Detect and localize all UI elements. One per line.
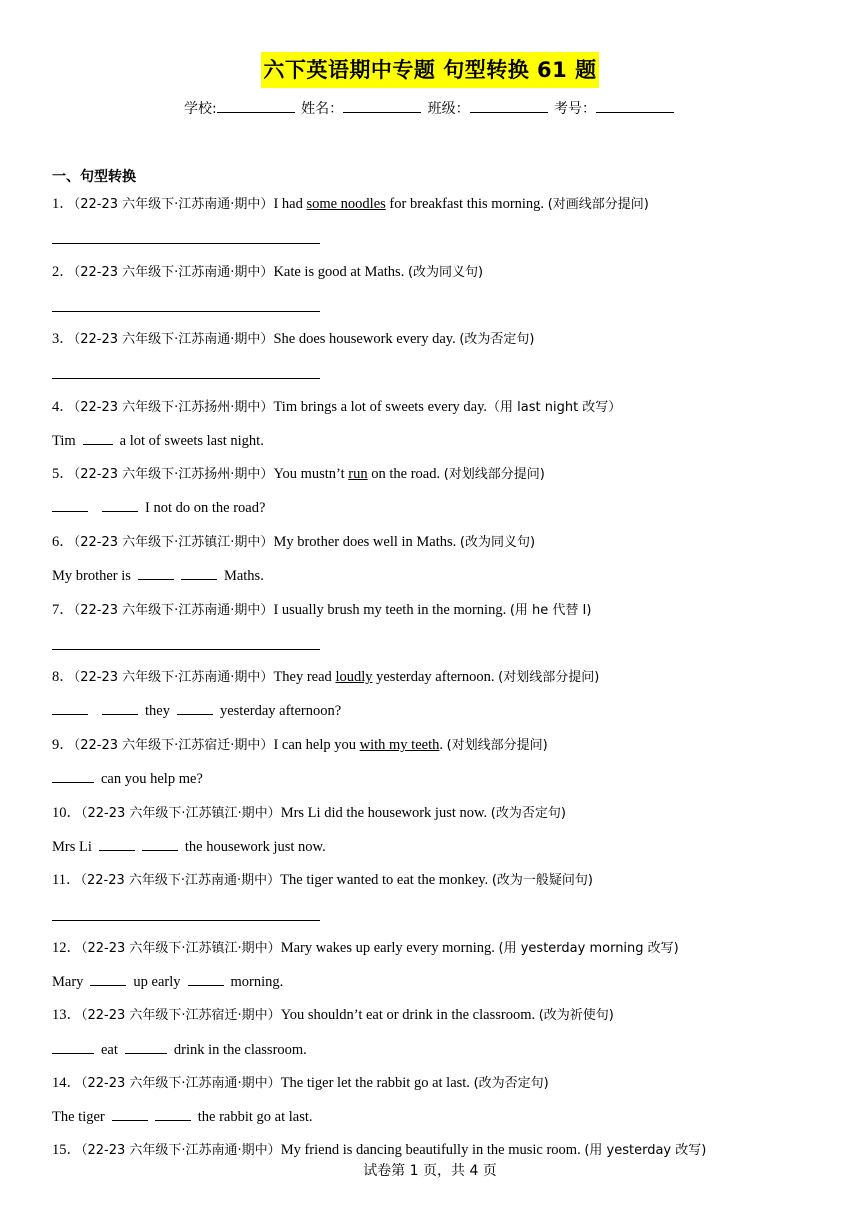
question-number: 15． <box>52 1142 81 1158</box>
question-number: 10． <box>52 805 81 821</box>
underlined-part: with my teeth <box>359 737 440 753</box>
answer-line-7[interactable] <box>52 649 320 650</box>
question-text: She does housework every day. <box>273 331 460 347</box>
question-source: （22-23 六年级下·江苏扬州·期中） <box>73 467 274 482</box>
question-text: The tiger wanted to eat the monkey. <box>280 872 492 888</box>
question-3 <box>52 329 535 350</box>
question-instruction: (改为同义句) <box>407 265 484 280</box>
answer-blank[interactable] <box>52 701 88 715</box>
answer-text: the rabbit go at last. <box>197 1109 313 1125</box>
underlined-part: run <box>348 466 368 482</box>
question-source: （22-23 六年级下·江苏宿迁·期中） <box>73 738 274 753</box>
question-source: （22-23 六年级下·江苏镇江·期中） <box>81 806 281 821</box>
answer-blank[interactable] <box>102 498 138 512</box>
question-instruction: (改为否定句) <box>490 806 566 821</box>
question-text: You mustn’t <box>273 466 349 482</box>
answer-blank[interactable] <box>52 1040 94 1054</box>
answer-text: they <box>145 703 170 719</box>
question-instruction: (改为同义句) <box>459 535 536 550</box>
question-number: 3． <box>52 331 74 347</box>
answer-line-3[interactable] <box>52 378 320 379</box>
question-instruction: (改为一般疑问句) <box>491 873 593 888</box>
question-6 <box>52 532 535 553</box>
question-number: 12． <box>52 940 81 956</box>
answer-text: My brother is <box>52 568 131 584</box>
answer-blank[interactable] <box>52 769 94 783</box>
answer-row-14 <box>52 1107 313 1127</box>
answer-blank[interactable] <box>155 1107 191 1121</box>
question-10 <box>52 803 566 824</box>
question-text: The tiger let the rabbit go at last. <box>280 1075 474 1091</box>
question-text: yesterday afternoon. <box>372 669 499 685</box>
class-label: 班级： <box>427 101 470 117</box>
answer-blank[interactable] <box>177 701 213 715</box>
answer-row-6 <box>52 566 264 586</box>
name-blank[interactable] <box>343 98 421 113</box>
question-text: They read <box>273 669 336 685</box>
question-text: I can help you <box>273 737 360 753</box>
number-label: 考号： <box>554 101 597 117</box>
question-text: on the road. <box>367 466 444 482</box>
question-5 <box>52 464 545 485</box>
answer-blank[interactable] <box>142 837 178 851</box>
answer-text: Maths. <box>223 568 264 584</box>
question-source: （22-23 六年级下·江苏南通·期中） <box>73 197 274 212</box>
student-info-row <box>0 98 860 120</box>
answer-line-2[interactable] <box>52 311 320 312</box>
question-instruction: (对划线部分提问) <box>498 670 600 685</box>
underlined-part: loudly <box>335 669 373 685</box>
question-number: 13． <box>52 1007 81 1023</box>
answer-text: eat <box>101 1042 118 1058</box>
question-number: 5． <box>52 466 74 482</box>
question-instruction: (对画线部分提问) <box>547 197 649 212</box>
question-number: 8． <box>52 669 74 685</box>
answer-text: up early <box>133 974 181 990</box>
class-blank[interactable] <box>470 98 548 113</box>
school-blank[interactable] <box>217 98 295 113</box>
answer-text: yesterday afternoon? <box>219 703 342 719</box>
question-7 <box>52 600 591 621</box>
question-instruction: (改为否定句) <box>459 332 535 347</box>
answer-row-5 <box>52 498 265 518</box>
question-text: You shouldn’t eat or drink in the classroom. <box>280 1007 539 1023</box>
answer-text: a lot of sweets last night. <box>119 433 264 449</box>
question-source: （22-23 六年级下·江苏南通·期中） <box>80 873 281 888</box>
question-source: （22-23 六年级下·江苏南通·期中） <box>73 332 274 347</box>
question-instruction: (用 yesterday morning 改写) <box>498 941 679 956</box>
question-number: 9． <box>52 737 74 753</box>
question-source: （22-23 六年级下·江苏镇江·期中） <box>73 535 274 550</box>
school-label: 学校: <box>183 101 217 117</box>
question-text: . <box>439 737 447 753</box>
question-text: Kate is good at Maths. <box>273 264 408 280</box>
answer-blank[interactable] <box>125 1040 167 1054</box>
question-instruction: (用 yesterday 改写) <box>584 1143 707 1158</box>
question-instruction: (对划线部分提问) <box>443 467 545 482</box>
question-instruction: （用 last night 改写） <box>487 400 622 415</box>
question-text: Tim brings a lot of sweets every day. <box>273 399 488 415</box>
question-instruction: (改为否定句) <box>473 1076 549 1091</box>
answer-blank[interactable] <box>83 431 113 445</box>
question-12 <box>52 938 679 959</box>
answer-line-11[interactable] <box>52 920 320 921</box>
question-1 <box>52 194 649 215</box>
question-source: （22-23 六年级下·江苏南通·期中） <box>73 265 274 280</box>
answer-row-9 <box>52 769 203 789</box>
title-container <box>0 52 860 88</box>
question-text: Mary wakes up early every morning. <box>280 940 499 956</box>
answer-row-13 <box>52 1040 307 1060</box>
answer-row-4 <box>52 431 264 451</box>
answer-text: drink in the classroom. <box>173 1042 307 1058</box>
answer-row-10 <box>52 837 326 857</box>
answer-text: morning. <box>230 974 284 990</box>
question-source: （22-23 六年级下·江苏镇江·期中） <box>81 941 281 956</box>
question-text: My friend is dancing beautifully in the music room. <box>280 1142 585 1158</box>
question-number: 14． <box>52 1075 81 1091</box>
question-13 <box>52 1005 614 1026</box>
page-footer: 试卷第 1 页，共 4 页 <box>363 1163 497 1179</box>
answer-text: The tiger <box>52 1109 105 1125</box>
question-source: （22-23 六年级下·江苏南通·期中） <box>81 1143 281 1158</box>
question-text: My brother does well in Maths. <box>273 534 460 550</box>
question-source: （22-23 六年级下·江苏南通·期中） <box>73 603 274 618</box>
section-heading: 一、句型转换 <box>52 169 136 185</box>
underlined-part: some noodles <box>306 196 386 212</box>
question-15 <box>52 1140 706 1161</box>
question-source: （22-23 六年级下·江苏扬州·期中） <box>73 400 274 415</box>
answer-text: Tim <box>52 433 76 449</box>
question-source: （22-23 六年级下·江苏南通·期中） <box>73 670 274 685</box>
answer-text: Mary <box>52 974 84 990</box>
question-text: for breakfast this morning. <box>385 196 548 212</box>
question-text: I had <box>273 196 307 212</box>
answer-row-12 <box>52 972 283 992</box>
question-4 <box>52 397 621 418</box>
question-number: 6． <box>52 534 74 550</box>
answer-blank[interactable] <box>181 566 217 580</box>
question-8 <box>52 667 599 688</box>
answer-blank[interactable] <box>99 837 135 851</box>
answer-text: can you help me? <box>101 771 203 787</box>
question-number: 1． <box>52 196 74 212</box>
question-number: 2． <box>52 264 74 280</box>
answer-blank[interactable] <box>112 1107 148 1121</box>
answer-blank[interactable] <box>102 701 138 715</box>
answer-text: the housework just now. <box>184 839 326 855</box>
question-number: 7． <box>52 602 74 618</box>
answer-blank[interactable] <box>188 972 224 986</box>
question-instruction: (用 he 代替 I) <box>509 603 592 618</box>
question-number: 11． <box>52 872 81 888</box>
question-instruction: (对划线部分提问) <box>446 738 548 753</box>
question-9 <box>52 735 548 756</box>
question-14 <box>52 1073 549 1094</box>
name-label: 姓名： <box>301 101 344 117</box>
question-source: （22-23 六年级下·江苏宿迁·期中） <box>81 1008 281 1023</box>
answer-blank[interactable] <box>138 566 174 580</box>
question-text: I usually brush my teeth in the morning. <box>273 602 510 618</box>
answer-row-8 <box>52 701 341 721</box>
question-text: Mrs Li did the housework just now. <box>280 805 491 821</box>
question-11 <box>52 870 593 891</box>
answer-blank[interactable] <box>52 498 88 512</box>
answer-text: Mrs Li <box>52 839 92 855</box>
answer-blank[interactable] <box>90 972 126 986</box>
question-number: 4． <box>52 399 74 415</box>
page-title: 六下英语期中专题 句型转换 61 题 <box>261 52 598 88</box>
question-source: （22-23 六年级下·江苏南通·期中） <box>81 1076 281 1091</box>
answer-text: I not do on the road? <box>145 500 266 516</box>
question-instruction: (改为祈使句) <box>538 1008 614 1023</box>
number-blank[interactable] <box>596 98 674 113</box>
answer-line-1[interactable] <box>52 243 320 244</box>
question-2 <box>52 262 483 283</box>
